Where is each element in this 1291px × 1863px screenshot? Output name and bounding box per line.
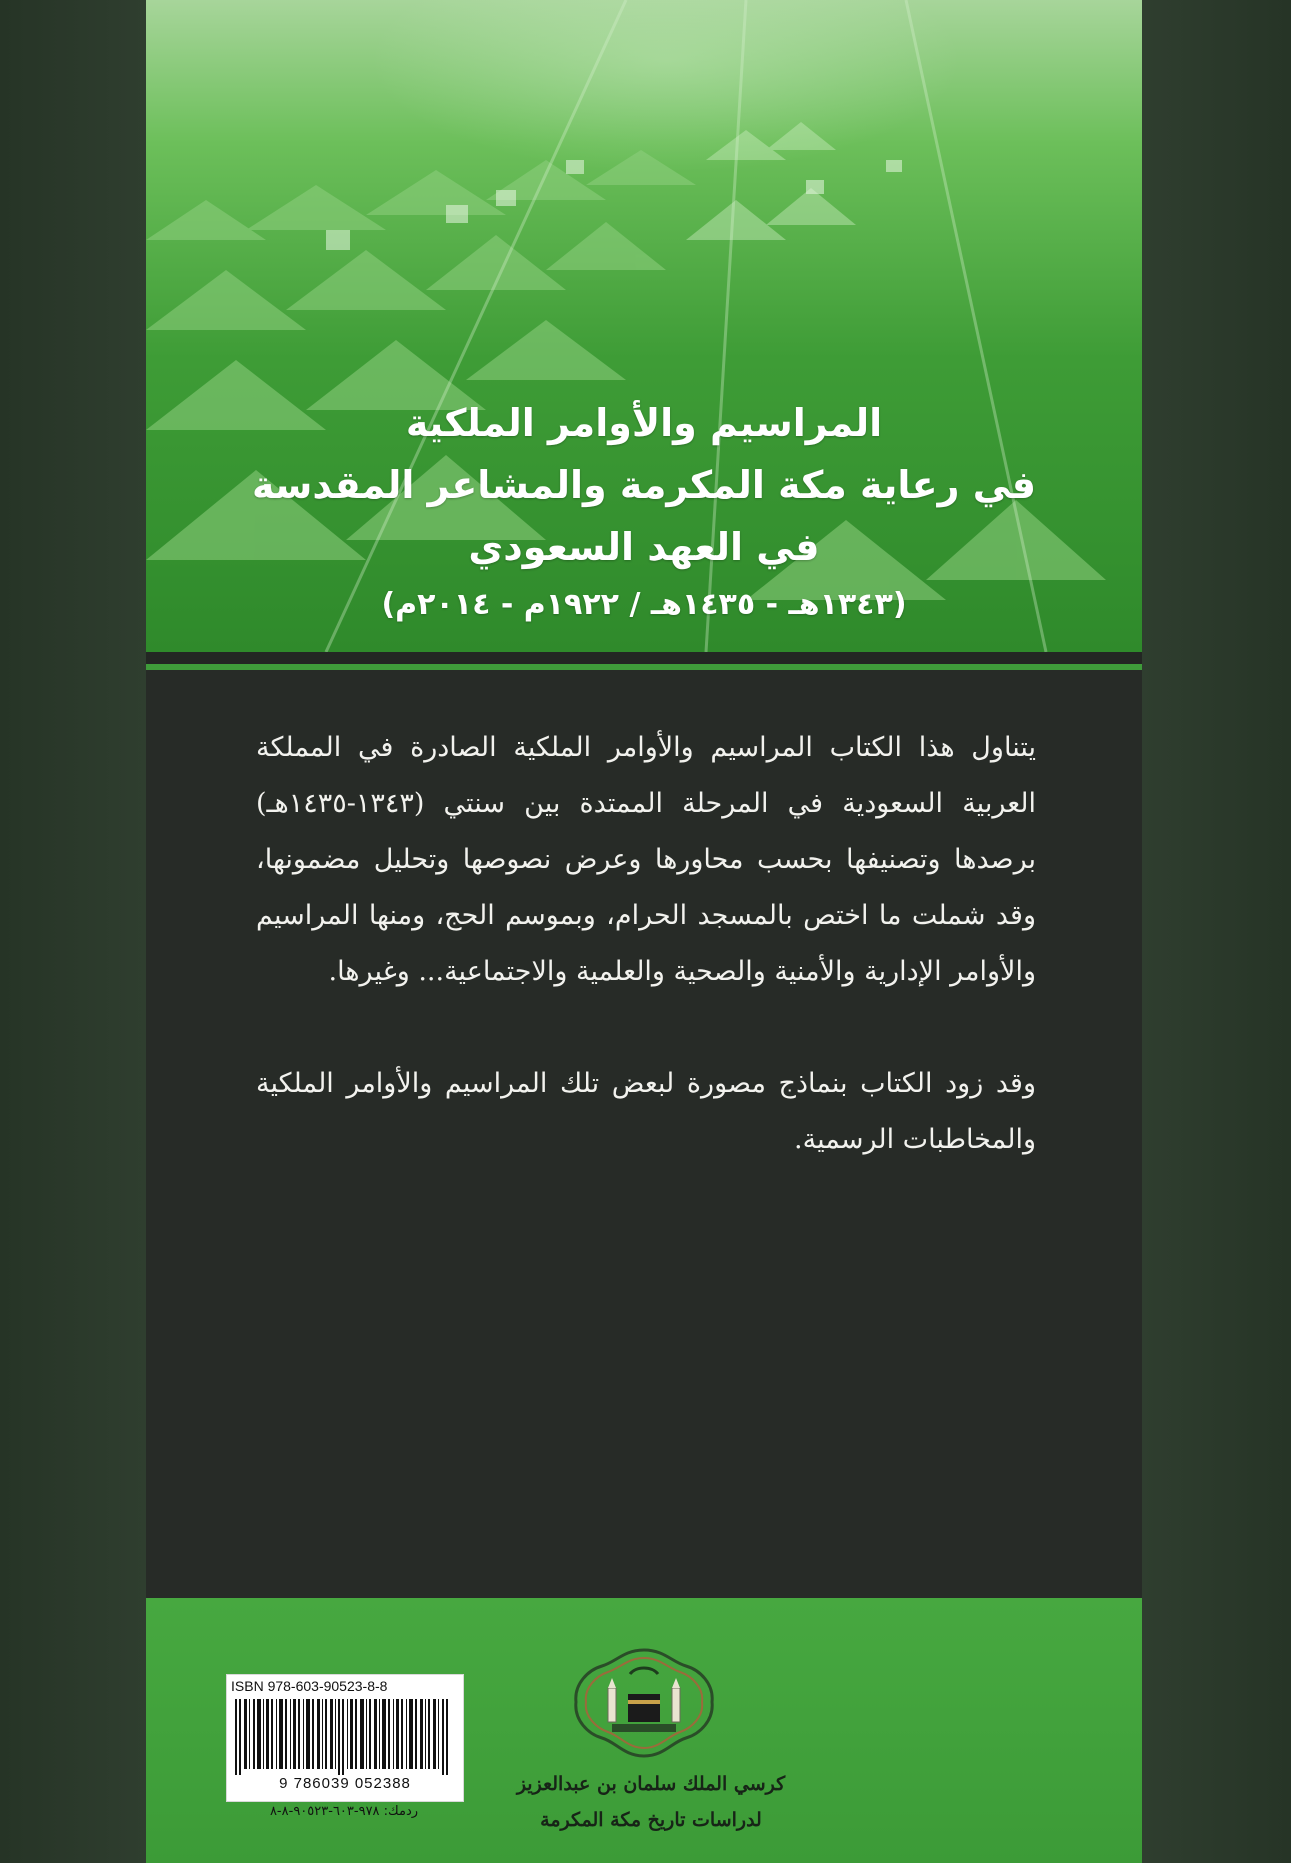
publisher-band bbox=[146, 1598, 1142, 1863]
title-line-1: المراسيم والأوامر الملكية bbox=[405, 401, 883, 445]
title-line-2: في رعاية مكة المكرمة والمشاعر المقدسة bbox=[251, 463, 1037, 507]
description-paragraph-1: يتناول هذا الكتاب المراسيم والأوامر الملكية الصادرة في المملكة العربية السعودية في المرحلة الممتدة بين سنتي (١٣٤٣-١٤٣٥هـ) برصدها وتصنيفها بحسب محاورها وعرض نصوصها وتحليل مضمونها، وقد شملت ما اختص بالمسجد الحرام، وبموسم الحج، ومنها المراسيم والأوامر الإدارية والأمنية والصحية والعلمية والاجتماعية... وغيرها. bbox=[256, 732, 1036, 987]
barcode-icon bbox=[235, 1699, 455, 1775]
barcode-digits: 9 786039 052388 bbox=[279, 1775, 411, 1792]
left-page-edge bbox=[0, 0, 146, 1863]
divider-dark bbox=[146, 652, 1142, 664]
publisher-line-2: لدراسات تاريخ مكة المكرمة bbox=[540, 1809, 762, 1831]
tents-photo bbox=[146, 0, 1142, 652]
title-date-range: (١٣٤٣هـ - ١٤٣٥هـ / ١٩٢٢م - ٢٠١٤م) bbox=[381, 587, 907, 622]
book-back-cover bbox=[146, 0, 1142, 1863]
book-description bbox=[256, 720, 1036, 1224]
description-paragraph-2: وقد زود الكتاب بنماذج مصورة لبعض تلك المراسيم والأوامر الملكية والمخاطبات الرسمية. bbox=[256, 1068, 1036, 1155]
publisher-name bbox=[506, 1766, 796, 1838]
book-title bbox=[186, 392, 1102, 632]
title-line-3: في العهد السعودي bbox=[468, 525, 820, 569]
publisher-line-1: كرسي الملك سلمان بن عبدالعزيز bbox=[516, 1773, 786, 1795]
publisher-logo-icon bbox=[568, 1644, 720, 1762]
right-page-edge bbox=[1142, 0, 1291, 1863]
barcode-box bbox=[226, 1674, 464, 1802]
description-area bbox=[146, 670, 1142, 1598]
isbn-label: ISBN 978-603-90523-8-8 bbox=[231, 1678, 388, 1694]
radmak-label: ردمك: ٩٧٨-٦٠٣-٩٠٥٢٣-٨-٨ bbox=[269, 1804, 419, 1819]
